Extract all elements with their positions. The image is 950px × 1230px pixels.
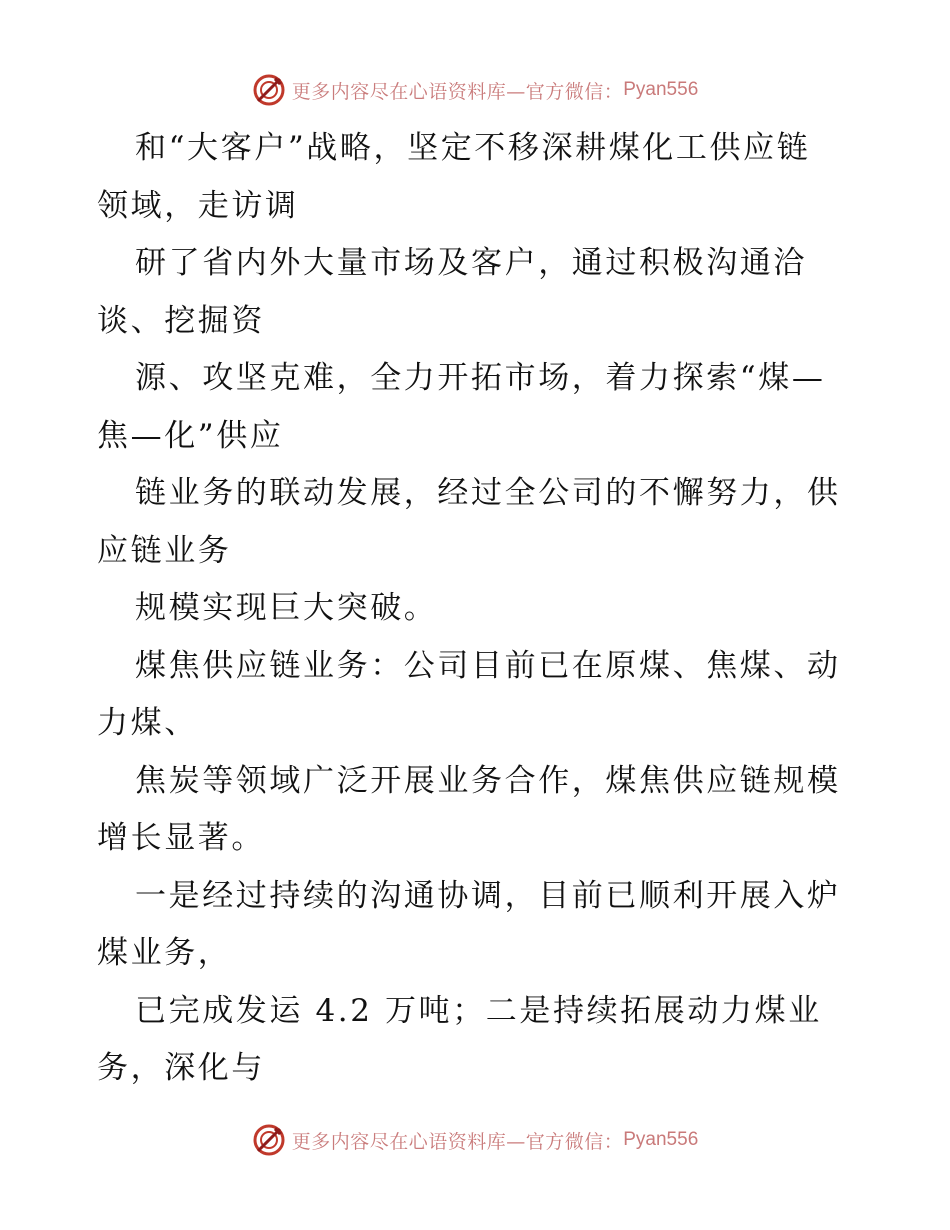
text-line: 应链业务 (97, 532, 232, 569)
text-line: 力煤、 (97, 705, 198, 741)
text-line: 务，深化与 (97, 1050, 265, 1086)
text-line: 源、攻坚克难，全力开拓市场，着力探索“煤— (135, 360, 826, 396)
text-line: 研了省内外大量市场及客户，通过积极沟通洽 (135, 245, 807, 281)
text-line: 焦炭等领域广泛开展业务合作，煤焦供应链规模 (135, 762, 841, 799)
header-wechat: Pyan556 (623, 79, 699, 100)
text-line: 和“大客户”战略，坚定不移深耕煤化工供应链 (135, 130, 811, 166)
logo-icon (252, 1123, 286, 1157)
footer-wechat: Pyan556 (623, 1129, 699, 1150)
header-text: 更多内容尽在心语资料库—官方微信： (291, 80, 624, 103)
text-line: 一是经过持续的沟通协调，目前已顺利开展入炉 (135, 877, 841, 914)
logo-icon (252, 73, 286, 107)
text-line: 谈、挖掘资 (97, 302, 265, 339)
text-line: 煤业务， (97, 935, 232, 971)
body-text (97, 120, 857, 1098)
footer-text: 更多内容尽在心语资料库—官方微信： (291, 1130, 624, 1153)
text-line: 增长显著。 (97, 820, 265, 856)
text-line: 已完成发运 4.2 万吨；二是持续拓展动力煤业 (135, 992, 822, 1029)
header-watermark (0, 70, 950, 110)
text-line: 规模实现巨大突破。 (135, 590, 438, 626)
footer-watermark (0, 1120, 950, 1160)
text-line: 焦—化”供应 (97, 417, 284, 454)
text-line: 领域，走访调 (97, 187, 299, 224)
text-line: 煤焦供应链业务：公司目前已在原煤、焦煤、动 (135, 647, 841, 684)
text-line: 链业务的联动发展，经过全公司的不懈努力，供 (135, 475, 841, 511)
